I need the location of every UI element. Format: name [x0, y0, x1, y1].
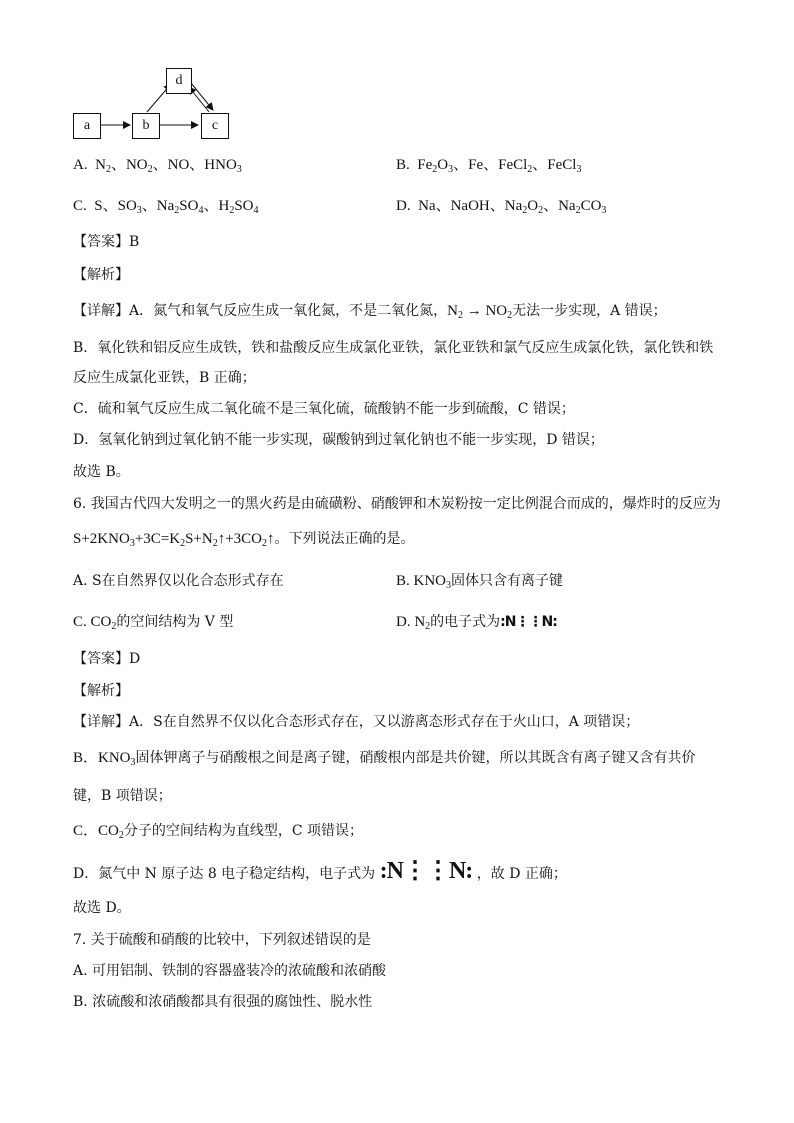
q6-option-d: D. $N_2$的电子式为:N⋮⋮N: — [396, 614, 557, 632]
diagram-arrows — [0, 0, 794, 150]
q6-detail-b-line1: B．$KNO_3$固体钾离子与硝酸根之间是离子键，硝酸根内部是共价键，所以其既含有离子键又含有共价 — [73, 750, 696, 768]
q7-option-b: B. 浓硫酸和浓硝酸都具有很强的腐蚀性、脱水性 — [73, 994, 373, 1010]
node-a: a — [73, 113, 101, 139]
q5-option-b: B. $Fe_2O_3$、Fe、FeCl$_2$、FeCl$_3$ — [396, 157, 582, 175]
n2-electron-formula: :N⋮⋮N: — [500, 614, 557, 630]
q6-option-c: C. $CO_2$的空间结构为 V 型 — [73, 614, 234, 632]
q7-stem: 7. 关于硫酸和硝酸的比较中，下列叙述错误的是 — [73, 932, 371, 948]
q5-detail-a: 【详解】A．氮气和氧气反应生成一氧化氮，不是二氧化氮，$N_2 \to NO_2$无法一步实现，A 错误； — [73, 303, 667, 321]
node-b: b — [132, 113, 160, 139]
q6-detail-b-line2: 键，B 项错误； — [73, 788, 172, 804]
q5-answer: 【答案】B — [73, 234, 140, 250]
q5-conclusion: 故选 B。 — [73, 464, 130, 480]
q6-option-b: B. $KNO_3$固体只含有离子键 — [396, 573, 564, 591]
q6-stem-line2: $S+2KNO_3+3C=K_2S+N_2↑+3CO_2↑$。下列说法正确的是。 — [73, 531, 415, 549]
node-d: d — [166, 68, 192, 94]
q7-option-a: A. 可用铝制、铁制的容器盛装冷的浓硫酸和浓硝酸 — [73, 963, 387, 979]
q5-detail-b-line2: 反应生成氯化亚铁，B 正确； — [73, 370, 256, 386]
q5-detail-b-line1: B．氧化铁和铝反应生成铁，铁和盐酸反应生成氯化亚铁，氯化亚铁和氯气反应生成氯化铁，氯化铁和铁 — [73, 340, 714, 356]
q5-analysis-heading: 【解析】 — [73, 267, 129, 283]
q6-answer: 【答案】D — [73, 651, 141, 667]
q6-detail-d: D．氮气中 N 原子达 8 电子稳定结构，电子式为 :N⋮⋮N: ，故 D 正确； — [73, 858, 567, 884]
q6-option-a: A. S在自然界仅以化合态形式存在 — [73, 573, 284, 589]
node-c: c — [201, 113, 229, 139]
q6-stem-line1: 6. 我国古代四大发明之一的黑火药是由硫磺粉、硝酸钾和木炭粉按一定比例混合而成的，爆炸时的反应为 — [73, 496, 721, 512]
q5-option-d: D. Na、NaOH、$Na_2O_2$、$Na_2CO_3$ — [396, 198, 607, 216]
q5-option-a: A. $N_2$、$NO_2$、NO、$HNO_3$ — [73, 157, 242, 175]
q6-analysis-heading: 【解析】 — [73, 683, 129, 699]
q6-detail-c: C．$CO_2$分子的空间结构为直线型，C 项错误； — [73, 823, 364, 841]
arrow-c-to-d — [189, 87, 209, 112]
q5-detail-c: C．硫和氧气反应生成二氧化硫不是三氧化硫，硫酸钠不能一步到硫酸，C 错误； — [73, 401, 575, 417]
q6-detail-a: 【详解】A．S在自然界不仅以化合态形式存在，又以游离态形式存在于火山口，A 项错误； — [73, 714, 640, 730]
arrow-d-to-c — [191, 83, 213, 110]
n2-electron-formula-large: :N⋮⋮N: — [379, 858, 473, 884]
q5-option-c: C. S、$SO_3$、$Na_2SO_4$、$H_2SO_4$ — [73, 198, 259, 216]
q6-conclusion: 故选 D。 — [73, 900, 131, 916]
q5-detail-d: D．氢氧化钠到过氧化钠不能一步实现，碳酸钠到过氧化钠也不能一步实现，D 错误； — [73, 432, 604, 448]
